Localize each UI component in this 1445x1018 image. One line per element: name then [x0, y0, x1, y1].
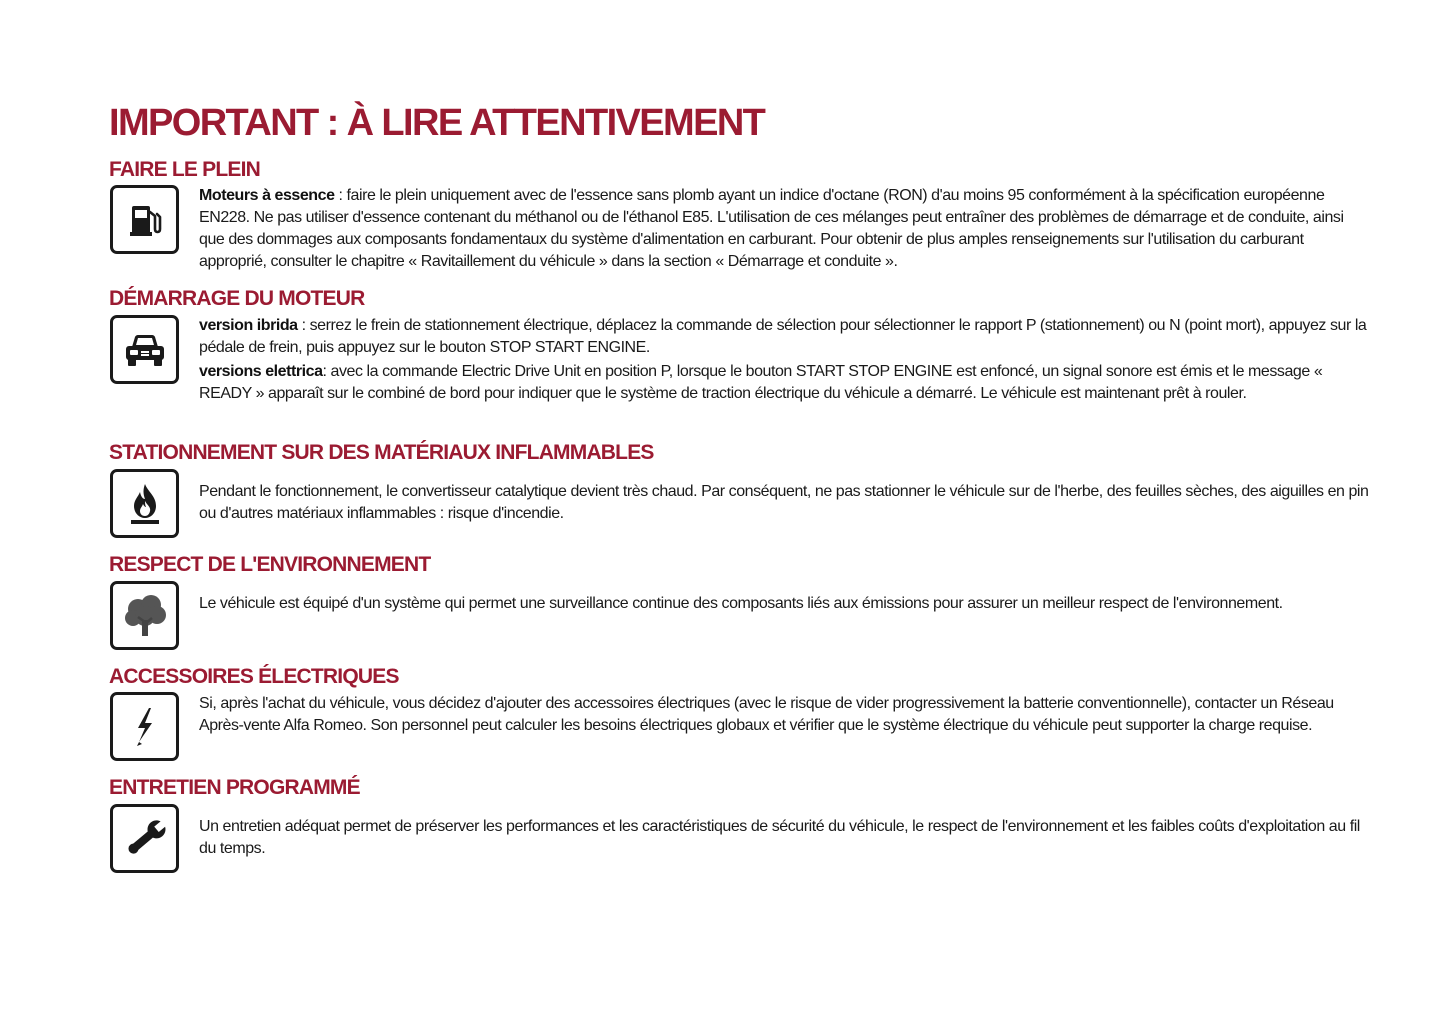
paragraph-text: Un entretien adéquat permet de préserver les performances et les caractéristiques de sécurité du véhicule, le respect de l'environnement et les faibles coûts d'exploitation au fil du temps.	[199, 818, 1360, 857]
paragraph-text: : serrez le frein de stationnement électrique, déplacez la commande de sélection pour sélectionner le rapport P (stationnement) ou N (point mort), appuyez sur la pédale de frein, puis appuyez sur le bouton STOP START ENGINE.	[199, 317, 1367, 356]
paragraph-text: Pendant le fonctionnement, le convertisseur catalytique devient très chaud. Par conséquent, ne pas stationner le véhicule sur de l'herbe, des feuilles sèches, des aiguilles en pin ou d'autres matériaux inflammables : risque d'incendie.	[199, 483, 1369, 522]
section-text-fuel	[199, 185, 1369, 273]
car-front-icon	[110, 315, 179, 384]
paragraph-text: : avec la commande Electric Drive Unit en position P, lorsque le bouton START STOP ENGINE est enfoncé, un signal sonore est émis et le message « READY » apparaît sur le combiné de bord pour indiquer que le système de traction électrique du véhicule a démarré. Le véhicule est maintenant prêt à rouler.	[199, 363, 1323, 402]
paragraph-text: Si, après l'achat du véhicule, vous décidez d'ajouter des accessoires électriques (avec le risque de vider progressivement la batterie conventionnelle), contacter un Réseau Après-vente Alfa Romeo. Son personnel peut calculer les besoins électriques globaux et vérifier que le système électrique du véhicule peut supporter la charge requise.	[199, 695, 1334, 734]
section-heading-maintenance: ENTRETIEN PROGRAMMÉ	[109, 776, 360, 799]
paragraph-text: Le véhicule est équipé d'un système qui permet une surveillance continue des composants liés aux émissions pour assurer un meilleur respect de l'environnement.	[199, 595, 1283, 612]
section-text-engine-elettrica	[199, 361, 1369, 405]
lead-moteurs-essence: Moteurs à essence	[199, 187, 335, 204]
section-heading-electrical: ACCESSOIRES ÉLECTRIQUES	[109, 665, 399, 688]
section-heading-engine-start: DÉMARRAGE DU MOTEUR	[109, 287, 365, 310]
section-heading-fuel: FAIRE LE PLEIN	[109, 158, 260, 181]
lead-version-ibrida: version ibrida	[199, 317, 298, 334]
lead-versions-elettrica: versions elettrica	[199, 363, 323, 380]
section-heading-environment: RESPECT DE L'ENVIRONNEMENT	[109, 553, 431, 576]
section-text-engine-ibrida	[199, 315, 1369, 359]
section-heading-flammable: STATIONNEMENT SUR DES MATÉRIAUX INFLAMMABLES	[109, 441, 654, 464]
wrench-icon	[110, 804, 179, 873]
section-text-flammable	[199, 481, 1369, 525]
fuel-pump-icon	[110, 185, 179, 254]
section-text-electrical	[199, 693, 1369, 737]
lightning-bolt-icon	[110, 692, 179, 761]
section-text-environment	[199, 593, 1369, 615]
page-title: IMPORTANT : À LIRE ATTENTIVEMENT	[109, 102, 765, 144]
tree-icon	[110, 581, 179, 650]
section-text-maintenance	[199, 816, 1369, 860]
flammable-icon	[110, 469, 179, 538]
paragraph-text: : faire le plein uniquement avec de l'essence sans plomb ayant un indice d'octane (RON) d'au moins 95 conformément à la spécification européenne EN228. Ne pas utiliser d'essence contenant du méthanol ou de l'éthanol E85. L'utilisation de ces mélanges peut entraîner des problèmes de démarrage et de conduite, ainsi que des dommages aux composants fondamentaux du système d'alimentation en carburant. Pour obtenir de plus amples renseignements sur l'utilisation du carburant approprié, consulter le chapitre « Ravitaillement du véhicule » dans la section « Démarrage et conduite ».	[199, 187, 1344, 270]
